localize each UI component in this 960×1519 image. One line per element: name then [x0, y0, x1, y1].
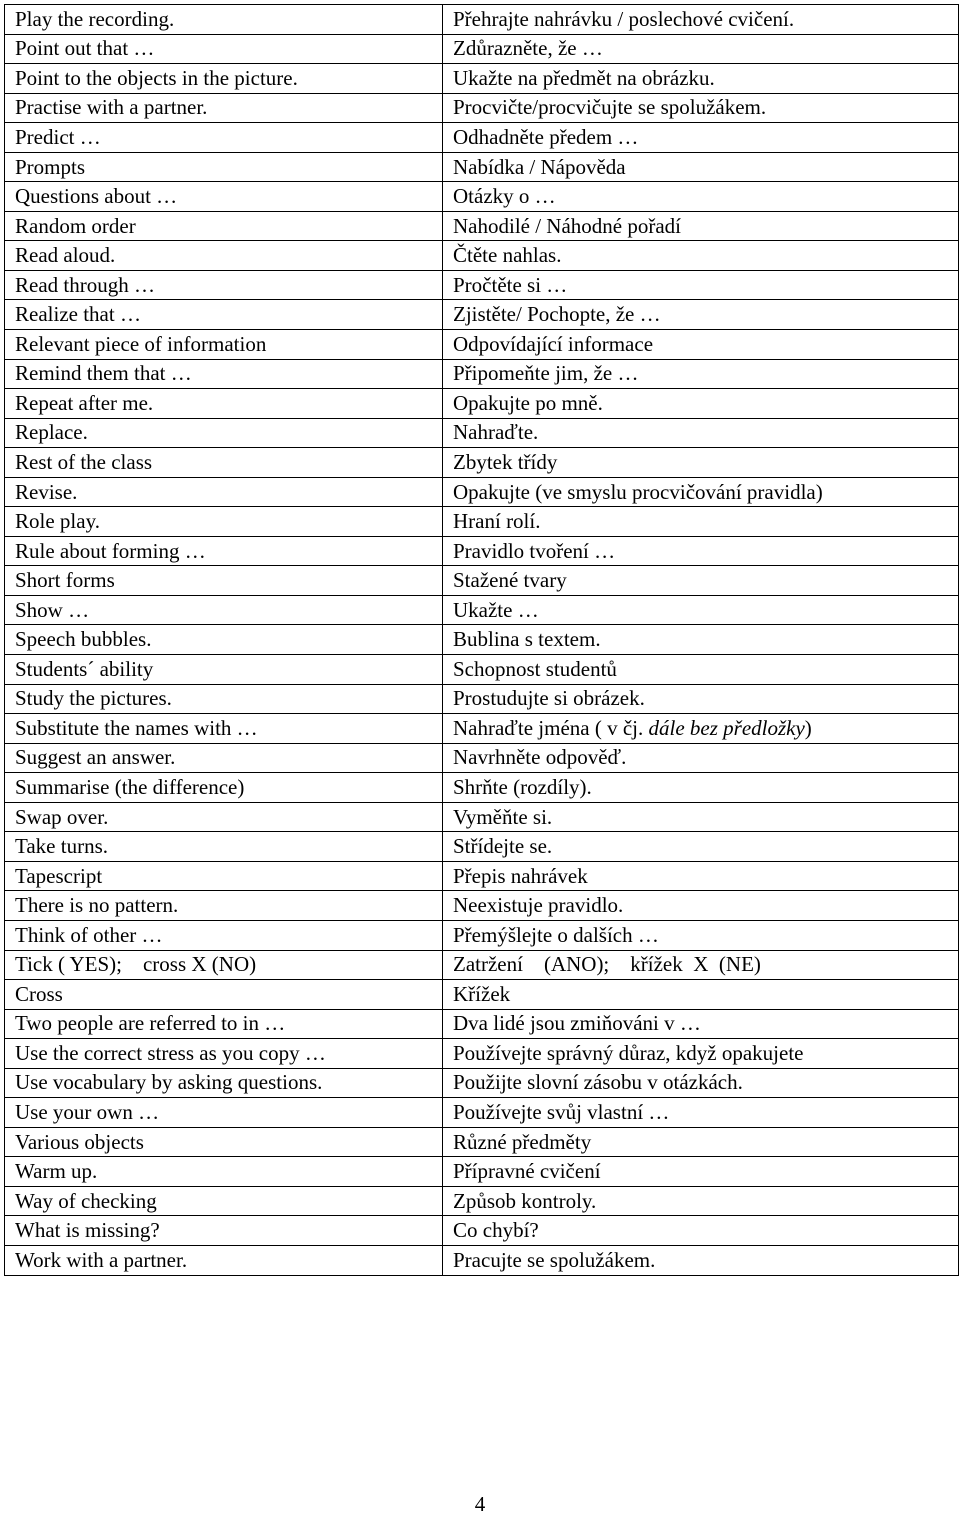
table-row: [5, 1068, 959, 1098]
czech-translation: Pravidlo tvoření …: [443, 536, 959, 566]
table-row: [5, 1009, 959, 1039]
english-phrase: Use vocabulary by asking questions.: [5, 1068, 443, 1098]
czech-translation: Otázky o …: [443, 182, 959, 212]
english-phrase: Rest of the class: [5, 448, 443, 478]
english-phrase: What is missing?: [5, 1216, 443, 1246]
english-phrase: Warm up.: [5, 1157, 443, 1187]
english-phrase: Play the recording.: [5, 5, 443, 35]
english-phrase: Relevant piece of information: [5, 330, 443, 360]
czech-translation: Přípravné cvičení: [443, 1157, 959, 1187]
czech-translation: Hraní rolí.: [443, 507, 959, 537]
english-phrase: Random order: [5, 211, 443, 241]
table-row: [5, 300, 959, 330]
czech-translation: Připomeňte jim, že …: [443, 359, 959, 389]
czech-translation: Opakujte po mně.: [443, 389, 959, 419]
table-row: [5, 595, 959, 625]
english-phrase: Two people are referred to in …: [5, 1009, 443, 1039]
table-row: [5, 5, 959, 35]
czech-translation: Ukažte na předmět na obrázku.: [443, 64, 959, 94]
page-number: 4: [474, 1492, 486, 1516]
czech-translation: Pracujte se spolužákem.: [443, 1245, 959, 1275]
table-row: [5, 418, 959, 448]
english-phrase: Suggest an answer.: [5, 743, 443, 773]
table-row: [5, 891, 959, 921]
english-phrase: Take turns.: [5, 832, 443, 862]
czech-translation: Zatržení (ANO); křížek X (NE): [443, 950, 959, 980]
english-phrase: There is no pattern.: [5, 891, 443, 921]
czech-translation: Bublina s textem.: [443, 625, 959, 655]
english-phrase: Think of other …: [5, 920, 443, 950]
table-row: [5, 330, 959, 360]
czech-translation: Zjistěte/ Pochopte, že …: [443, 300, 959, 330]
table-row: [5, 34, 959, 64]
czech-translation-text: Nahraďte jména ( v čj.: [453, 715, 649, 740]
czech-translation: Neexistuje pravidlo.: [443, 891, 959, 921]
czech-translation: Zbytek třídy: [443, 448, 959, 478]
table-row: [5, 625, 959, 655]
table-row: [5, 64, 959, 94]
english-phrase: Students´ ability: [5, 655, 443, 685]
english-phrase: Substitute the names with …: [5, 714, 443, 744]
czech-translation: Co chybí?: [443, 1216, 959, 1246]
czech-translation: Schopnost studentů: [443, 655, 959, 685]
english-phrase: Work with a partner.: [5, 1245, 443, 1275]
english-phrase: Read aloud.: [5, 241, 443, 271]
english-phrase: Replace.: [5, 418, 443, 448]
table-row: [5, 802, 959, 832]
english-phrase: Point to the objects in the picture.: [5, 64, 443, 94]
table-row: [5, 1127, 959, 1157]
table-row: [5, 684, 959, 714]
czech-translation: [443, 714, 959, 744]
czech-translation: Různé předměty: [443, 1127, 959, 1157]
english-phrase: Predict …: [5, 123, 443, 153]
czech-translation: Použijte slovní zásobu v otázkách.: [443, 1068, 959, 1098]
czech-translation: Navrhněte odpověď.: [443, 743, 959, 773]
czech-translation: Ukažte …: [443, 595, 959, 625]
vocabulary-table-body: [5, 5, 959, 1276]
english-phrase: Swap over.: [5, 802, 443, 832]
english-phrase: Questions about …: [5, 182, 443, 212]
english-phrase: Repeat after me.: [5, 389, 443, 419]
english-phrase: Way of checking: [5, 1186, 443, 1216]
table-row: [5, 1186, 959, 1216]
english-phrase: Remind them that …: [5, 359, 443, 389]
czech-translation: Pročtěte si …: [443, 270, 959, 300]
table-row: [5, 507, 959, 537]
english-phrase: Read through …: [5, 270, 443, 300]
english-phrase: Rule about forming …: [5, 536, 443, 566]
czech-translation: Zdůrazněte, že …: [443, 34, 959, 64]
english-phrase: Use the correct stress as you copy …: [5, 1039, 443, 1069]
czech-translation: Prostudujte si obrázek.: [443, 684, 959, 714]
czech-translation: Procvičte/procvičujte se spolužákem.: [443, 93, 959, 123]
czech-translation: Čtěte nahlas.: [443, 241, 959, 271]
czech-translation: Nahodilé / Náhodné pořadí: [443, 211, 959, 241]
czech-translation: Shrňte (rozdíly).: [443, 773, 959, 803]
czech-translation: Přehrajte nahrávku / poslechové cvičení.: [443, 5, 959, 35]
table-row: [5, 123, 959, 153]
czech-translation: Používejte správný důraz, když opakujete: [443, 1039, 959, 1069]
czech-translation: Střídejte se.: [443, 832, 959, 862]
table-row: [5, 920, 959, 950]
table-row: [5, 211, 959, 241]
english-phrase: Short forms: [5, 566, 443, 596]
czech-translation: Používejte svůj vlastní …: [443, 1098, 959, 1128]
table-row: [5, 950, 959, 980]
english-phrase: Use your own …: [5, 1098, 443, 1128]
english-phrase: Realize that …: [5, 300, 443, 330]
table-row: [5, 566, 959, 596]
english-phrase: Speech bubbles.: [5, 625, 443, 655]
czech-translation: Odpovídající informace: [443, 330, 959, 360]
czech-translation-note: dále bez předložky: [648, 715, 805, 740]
table-row: [5, 655, 959, 685]
english-phrase: Summarise (the difference): [5, 773, 443, 803]
czech-translation: Nahraďte.: [443, 418, 959, 448]
table-row: [5, 270, 959, 300]
english-phrase: Prompts: [5, 152, 443, 182]
table-row: [5, 182, 959, 212]
english-phrase: Revise.: [5, 477, 443, 507]
table-row: [5, 832, 959, 862]
english-phrase: Various objects: [5, 1127, 443, 1157]
table-row: [5, 743, 959, 773]
czech-translation: Odhadněte předem …: [443, 123, 959, 153]
table-row: [5, 477, 959, 507]
czech-translation: Nabídka / Nápověda: [443, 152, 959, 182]
table-row: [5, 359, 959, 389]
table-row: [5, 861, 959, 891]
czech-translation: Způsob kontroly.: [443, 1186, 959, 1216]
table-row: [5, 389, 959, 419]
czech-translation-tail: ): [804, 715, 812, 740]
czech-translation: Vyměňte si.: [443, 802, 959, 832]
czech-translation: Stažené tvary: [443, 566, 959, 596]
table-row: [5, 714, 959, 744]
czech-translation: Přemýšlejte o dalších …: [443, 920, 959, 950]
english-phrase: Show …: [5, 595, 443, 625]
table-row: [5, 448, 959, 478]
table-row: [5, 241, 959, 271]
table-row: [5, 536, 959, 566]
english-phrase: Cross: [5, 980, 443, 1010]
table-row: [5, 1216, 959, 1246]
czech-translation: Dva lidé jsou zmiňováni v …: [443, 1009, 959, 1039]
table-row: [5, 773, 959, 803]
table-row: [5, 1039, 959, 1069]
table-row: [5, 1098, 959, 1128]
czech-translation: Přepis nahrávek: [443, 861, 959, 891]
english-phrase: Point out that …: [5, 34, 443, 64]
czech-translation: Opakujte (ve smyslu procvičování pravidla): [443, 477, 959, 507]
table-row: [5, 93, 959, 123]
table-row: [5, 980, 959, 1010]
table-row: [5, 1157, 959, 1187]
czech-translation: Křížek: [443, 980, 959, 1010]
table-row: [5, 1245, 959, 1275]
english-phrase: Tapescript: [5, 861, 443, 891]
english-phrase: Tick ( YES); cross X (NO): [5, 950, 443, 980]
english-phrase: Role play.: [5, 507, 443, 537]
english-phrase: Study the pictures.: [5, 684, 443, 714]
english-phrase: Practise with a partner.: [5, 93, 443, 123]
vocabulary-table: [4, 4, 959, 1276]
table-row: [5, 152, 959, 182]
